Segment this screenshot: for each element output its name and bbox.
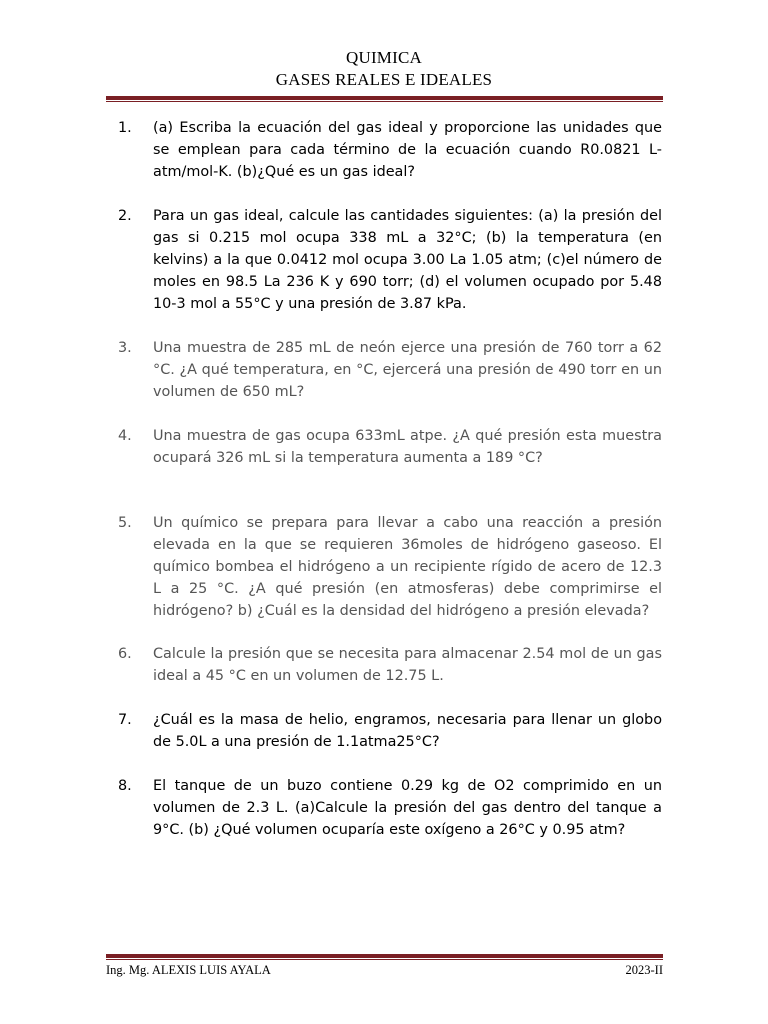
question-item xyxy=(118,775,662,841)
question-text: El tanque de un buzo contiene 0.29 kg de O2 comprimido en un volumen de 2.3 L. (a)Calcule la presión del gas dentro del tanque a 9°C. (b) ¿Qué volumen ocuparía este oxígeno a 26°C y 0.95 atm? xyxy=(153,778,662,838)
question-text: ¿Cuál es la masa de helio, engramos, necesaria para llenar un globo de 5.0L a una presión de 1.1atma25°C? xyxy=(153,712,662,750)
question-item xyxy=(118,512,662,622)
question-number: 2. xyxy=(118,208,132,224)
question-text: Para un gas ideal, calcule las cantidades siguientes: (a) la presión del gas si 0.215 mol ocupa 338 mL a 32°C; (b) la temperatura (en kelvins) a la que 0.0412 mol ocupa 3.00 La 1.05 atm; (c)el número de moles en 98.5 La 236 K y 690 torr; (d) el volumen ocupado por 5.48 10-3 mol a 55°C y una presión de 3.87 kPa. xyxy=(153,208,662,312)
question-number: 4. xyxy=(118,428,132,444)
question-item xyxy=(118,337,662,403)
question-number: 8. xyxy=(118,778,132,794)
question-text: Una muestra de 285 mL de neón ejerce una presión de 760 torr a 62 °C. ¿A qué temperatura, en °C, ejercerá una presión de 490 torr en un volumen de 650 mL? xyxy=(153,340,662,400)
question-number: 3. xyxy=(118,340,132,356)
topic-title: GASES REALES E IDEALES xyxy=(275,70,493,89)
question-text: Un químico se prepara para llevar a cabo una reacción a presión elevada en la que se requieren 36moles de hidrógeno gaseoso. El químico bombea el hidrógeno a un recipiente rígido de acero de 12.3 L a 25 °C. ¿A qué presión (en atmosferas) debe comprimirse el hidrógeno? b) ¿Cuál es la densidad del hidrógeno a presión elevada? xyxy=(153,515,662,619)
subject-title: QUIMICA xyxy=(345,48,422,67)
question-number: 6. xyxy=(118,646,132,662)
author-name: Ing. Mg. ALEXIS LUIS AYALA xyxy=(106,963,271,977)
question-number: 5. xyxy=(118,515,132,531)
academic-term: 2023-II xyxy=(625,963,663,977)
page-header xyxy=(0,47,768,91)
question-number: 1. xyxy=(118,120,132,136)
question-text: Una muestra de gas ocupa 633mL atpe. ¿A qué presión esta muestra ocupará 326 mL si la temperatura aumenta a 189 °C? xyxy=(153,428,662,466)
question-text: (a) Escriba la ecuación del gas ideal y proporcione las unidades que se emplean para cada término de la ecuación cuando R0.0821 L-atm/mol-K. (b)¿Qué es un gas ideal? xyxy=(153,120,662,180)
footer-divider xyxy=(106,954,663,960)
question-item xyxy=(118,425,662,469)
question-text: Calcule la presión que se necesita para almacenar 2.54 mol de un gas ideal a 45 °C en un volumen de 12.75 L. xyxy=(153,646,662,684)
question-item xyxy=(118,117,662,183)
header-divider xyxy=(106,96,663,102)
question-item xyxy=(118,709,662,753)
question-number: 7. xyxy=(118,712,132,728)
question-item xyxy=(118,643,662,687)
question-item xyxy=(118,205,662,315)
